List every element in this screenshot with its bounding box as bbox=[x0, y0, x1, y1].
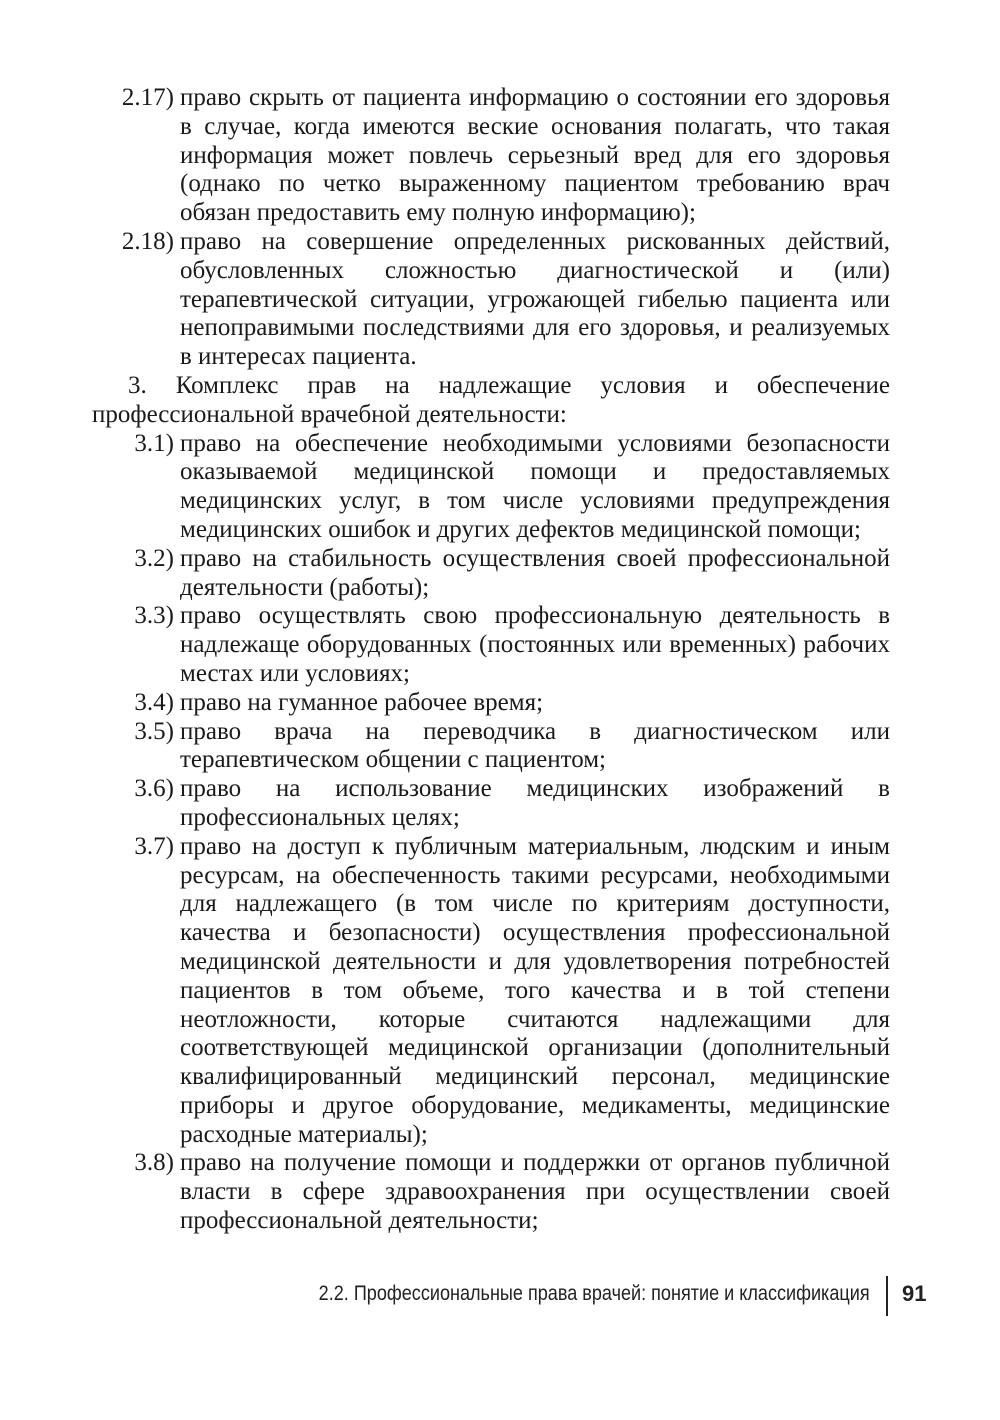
item-number: 2.17) bbox=[121, 84, 174, 111]
item-number: 3.5) bbox=[134, 717, 174, 745]
item-text: право на стабильность осуществления своей профессиональной деятельности (работы); bbox=[180, 544, 890, 601]
list-item-3-3 bbox=[92, 602, 890, 688]
item-text: право скрыть от пациента информацию о состоянии его здоровья в случае, когда имеются веские основания полагать, что такая информация может повлечь серьезный вред для его здоровья (однако по четко выраженному пациентом требованию врач обязан предоставить ему полную информацию); bbox=[180, 84, 890, 227]
item-text: право врача на переводчика в диагностическом или терапевтическом общении с пациентом; bbox=[180, 717, 890, 774]
item-text: право на использование медицинских изображений в профессиональных целях; bbox=[180, 775, 890, 831]
list-item-3-7 bbox=[92, 833, 890, 1150]
item-number: 3.2) bbox=[134, 544, 174, 572]
list-item-2-17 bbox=[92, 84, 890, 228]
item-number: 2.18) bbox=[121, 227, 174, 255]
item-number: 3.1) bbox=[134, 429, 174, 457]
item-text: право осуществлять свою профессиональную деятельность в надлежаще оборудованных (постоянных или временных) рабочих местах или условиях; bbox=[180, 602, 890, 687]
item-number: 3.7) bbox=[134, 832, 174, 860]
page-number: 91 bbox=[902, 1281, 927, 1306]
item-number: 3.4) bbox=[134, 688, 174, 716]
list-item-3-1 bbox=[92, 430, 890, 545]
running-footer-title: 2.2. Профессиональные права врачей: понятие и классификация bbox=[319, 1282, 870, 1305]
item-text: право на гуманное рабочее время; bbox=[180, 688, 544, 716]
item-text: право на обеспечение необходимыми условиями безопасности оказываемой медицинской помощи и предоставляемых медицинских услуг, в том числе условиями предупреждения медицинских ошибок и других дефектов медицинской помощи; bbox=[180, 429, 890, 543]
footer-divider bbox=[886, 1276, 888, 1316]
list-item-3-4 bbox=[92, 689, 890, 718]
list-item-3-8 bbox=[92, 1149, 890, 1235]
section-3-paragraph: 3. Комплекс прав на надлежащие условия и обеспечение профессиональной врачебной деятельности: bbox=[92, 371, 890, 428]
list-item-3-2 bbox=[92, 545, 890, 603]
item-number: 3.8) bbox=[134, 1149, 174, 1177]
page-body bbox=[92, 84, 890, 1236]
item-number: 3.6) bbox=[134, 775, 174, 803]
item-number: 3.3) bbox=[134, 602, 174, 630]
item-text: право на совершение определенных рискованных действий, обусловленных сложностью диагностической и (или) терапевтической ситуации, угрожающей гибелью пациента или непоправимыми последствиями для его здоровья, и реализуемых в интересах пациента. bbox=[180, 227, 890, 371]
item-text: право на доступ к публичным материальным, людским и иным ресурсам, на обеспеченность такими ресурсами, необходимыми для надлежащего (в том числе по критериям доступности, качества и безопасности) осуществления профессиональной медицинской деятельности и для удовлетворения потребностей пациентов в том объеме, того качества и в той степени неотложности, которые считаются надлежащими для соответствующей медицинской организации (дополнительный квалифицированный медицинский персонал, медицинские приборы и другое оборудование, медикаменты, медицинские расходные материалы); bbox=[180, 832, 890, 1148]
list-item-3-6 bbox=[92, 775, 890, 833]
list-item-2-18 bbox=[92, 228, 890, 372]
item-text: право на получение помощи и поддержки от органов публичной власти в сфере здравоохранения при осуществлении своей профессиональной деятельности; bbox=[180, 1149, 890, 1235]
page-footer bbox=[0, 1276, 1000, 1316]
list-item-3-5 bbox=[92, 718, 890, 776]
